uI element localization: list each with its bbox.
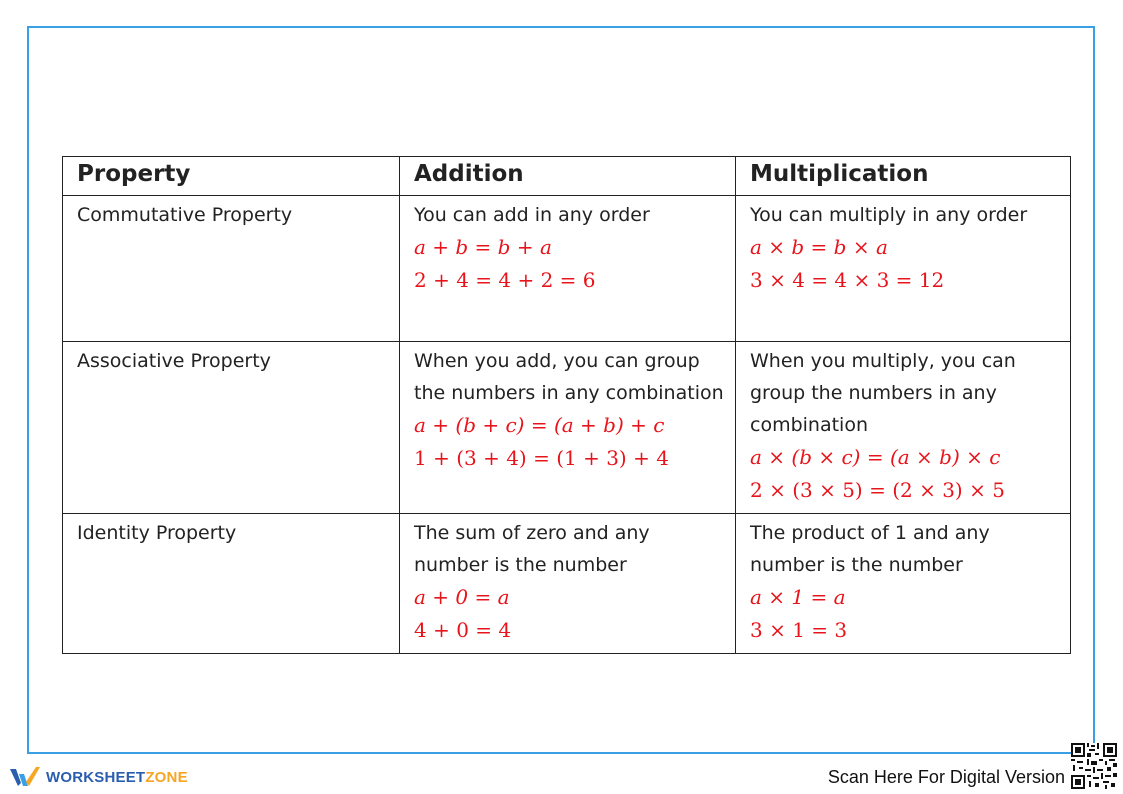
- multiplication-equation-example: 3 × 4 = 4 × 3 = 12: [750, 268, 945, 292]
- worksheetzone-logo-icon: [10, 766, 40, 788]
- header-property: Property: [63, 157, 400, 196]
- multiplication-equation-example: 2 × (3 × 5) = (2 × 3) × 5: [750, 478, 1005, 502]
- multiplication-description: You can multiply in any order: [750, 204, 1028, 226]
- property-name: Commutative Property: [63, 196, 400, 342]
- addition-cell: [400, 514, 736, 654]
- multiplication-equation-general: a × 1 = a: [750, 585, 846, 609]
- multiplication-cell: [736, 196, 1071, 342]
- addition-equation-example: 1 + (3 + 4) = (1 + 3) + 4: [414, 446, 669, 470]
- header-multiplication: Multiplication: [736, 157, 1071, 196]
- header-addition: Addition: [400, 157, 736, 196]
- table-row: [63, 196, 1071, 342]
- multiplication-cell: [736, 514, 1071, 654]
- properties-table: [62, 156, 1071, 654]
- addition-description: When you add, you can group the numbers in any combination: [414, 350, 724, 404]
- property-name: Identity Property: [63, 514, 400, 654]
- addition-equation-general: a + (b + c) = (a + b) + c: [414, 413, 665, 437]
- multiplication-description: The product of 1 and any number is the number: [750, 522, 990, 576]
- logo-text-zone: ZONE: [145, 768, 188, 786]
- addition-description: You can add in any order: [414, 204, 650, 226]
- table-row: [63, 342, 1071, 514]
- addition-equation-general: a + b = b + a: [414, 235, 552, 259]
- addition-equation-example: 2 + 4 = 4 + 2 = 6: [414, 268, 596, 292]
- logo-text: [46, 769, 188, 786]
- table-row: [63, 514, 1071, 654]
- addition-equation-general: a + 0 = a: [414, 585, 510, 609]
- addition-cell: [400, 342, 736, 514]
- addition-cell: [400, 196, 736, 342]
- addition-equation-example: 4 + 0 = 4: [414, 618, 512, 642]
- worksheetzone-logo[interactable]: [10, 766, 188, 788]
- multiplication-equation-example: 3 × 1 = 3: [750, 618, 848, 642]
- qr-code-icon[interactable]: [1071, 743, 1117, 789]
- logo-text-worksheet: WORKSHEET: [46, 768, 146, 786]
- multiplication-cell: [736, 342, 1071, 514]
- multiplication-equation-general: a × b = b × a: [750, 235, 888, 259]
- scan-caption: Scan Here For Digital Version: [827, 767, 1065, 787]
- property-name: Associative Property: [63, 342, 400, 514]
- table-header-row: [63, 157, 1071, 196]
- multiplication-description: When you multiply, you can group the numbers in any combination: [750, 350, 1016, 436]
- multiplication-equation-general: a × (b × c) = (a × b) × c: [750, 445, 1001, 469]
- addition-description: The sum of zero and any number is the number: [414, 522, 650, 576]
